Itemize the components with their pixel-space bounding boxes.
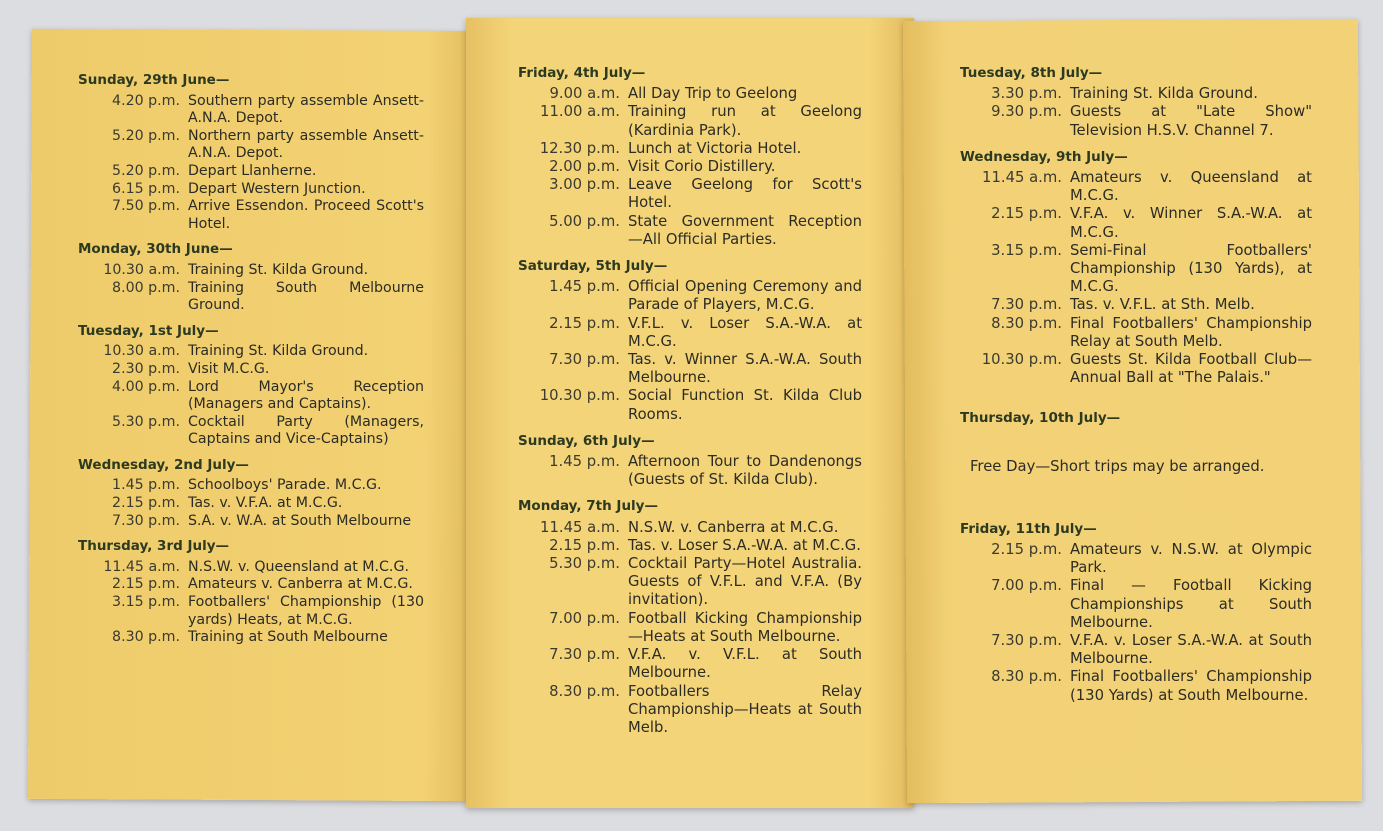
event-time: 12.30 p.m. bbox=[539, 139, 620, 157]
event-time: 9.30 p.m. bbox=[991, 103, 1062, 121]
event-description: Semi-Final Footballers' Championship (130 Yards), at M.C.G. bbox=[1070, 241, 1312, 296]
event-description: Tas. v. Loser S.A.-W.A. at M.C.G. bbox=[628, 536, 861, 554]
event-time: 1.45 p.m. bbox=[549, 453, 620, 471]
day-heading: Wednesday, 9th July— bbox=[960, 148, 1128, 165]
event-description: Training run at Geelong (Kardinia Park). bbox=[628, 103, 862, 139]
event-time: 2.15 p.m. bbox=[549, 536, 620, 554]
event-time: 3.00 p.m. bbox=[549, 176, 620, 194]
event-time: 11.45 a.m. bbox=[982, 169, 1062, 187]
day-heading: Tuesday, 1st July— bbox=[78, 322, 219, 339]
day-heading: Tuesday, 8th July— bbox=[960, 65, 1103, 81]
schedule-column-middle bbox=[518, 64, 862, 737]
event-time: 5.00 p.m. bbox=[549, 212, 620, 230]
event-description: Final — Football Kicking Championships at South Melbourne. bbox=[1070, 577, 1312, 631]
schedule-event bbox=[960, 668, 1312, 704]
schedule-event bbox=[960, 315, 1312, 351]
event-description: Guests St. Kilda Football Club—Annual Ball at "The Palais." bbox=[1070, 351, 1312, 387]
event-description: Footballers' Championship (130 yards) Heats, at M.C.G. bbox=[188, 594, 424, 628]
event-time: 6.15 p.m. bbox=[112, 180, 180, 197]
event-time: 7.30 p.m. bbox=[112, 512, 180, 529]
schedule-event bbox=[78, 181, 424, 199]
event-description: Guests at "Late Show" Television H.S.V. Channel 7. bbox=[1070, 103, 1312, 139]
event-description: V.F.A. v. Loser S.A.-W.A. at South Melbourne. bbox=[1070, 632, 1312, 668]
event-time: 7.30 p.m. bbox=[991, 632, 1062, 650]
event-time: 4.00 p.m. bbox=[112, 378, 180, 395]
day-heading: Wednesday, 2nd July— bbox=[78, 456, 249, 473]
schedule-event bbox=[78, 594, 424, 629]
event-time: 2.15 p.m. bbox=[112, 495, 180, 512]
schedule-event bbox=[960, 85, 1312, 103]
event-time: 5.20 p.m. bbox=[112, 127, 180, 144]
schedule-event bbox=[78, 280, 424, 315]
schedule-column-right bbox=[960, 64, 1312, 705]
event-time: 7.30 p.m. bbox=[991, 296, 1062, 314]
event-description: Depart Llanherne. bbox=[188, 162, 317, 179]
event-description: Tas. v. V.F.A. at M.C.G. bbox=[188, 495, 343, 512]
schedule-event bbox=[518, 85, 862, 103]
schedule-event bbox=[78, 477, 424, 495]
day-heading: Saturday, 5th July— bbox=[518, 258, 668, 275]
day-heading: Sunday, 29th June— bbox=[78, 72, 230, 88]
event-description: Training St. Kilda Ground. bbox=[188, 261, 369, 278]
event-time: 10.30 a.m. bbox=[103, 343, 180, 360]
event-description: Training St. Kilda Ground. bbox=[1070, 85, 1258, 103]
event-time: 2.30 p.m. bbox=[112, 360, 180, 377]
event-description: Amateurs v. Canberra at M.C.G. bbox=[188, 576, 413, 593]
event-time: 11.45 a.m. bbox=[540, 518, 620, 536]
event-description: Final Footballers' Championship Relay at South Melb. bbox=[1070, 314, 1312, 350]
schedule-event bbox=[960, 351, 1312, 387]
event-time: 8.30 p.m. bbox=[549, 682, 620, 700]
day-heading: Friday, 4th July— bbox=[518, 65, 646, 81]
schedule-event bbox=[78, 559, 424, 577]
event-time: 3.15 p.m. bbox=[112, 594, 180, 611]
event-time: 5.30 p.m. bbox=[112, 413, 180, 430]
schedule-event bbox=[960, 205, 1312, 241]
event-description: All Day Trip to Geelong bbox=[628, 85, 798, 103]
event-time: 7.00 p.m. bbox=[549, 609, 620, 627]
schedule-event bbox=[78, 379, 424, 414]
schedule-event bbox=[518, 519, 862, 537]
day-heading: Sunday, 6th July— bbox=[518, 432, 655, 449]
schedule-event bbox=[78, 198, 424, 233]
event-time: 3.30 p.m. bbox=[991, 85, 1062, 103]
day-heading: Monday, 7th July— bbox=[518, 498, 658, 515]
event-description: Southern party assemble Ansett-A.N.A. Depot. bbox=[188, 92, 424, 127]
event-time: 1.45 p.m. bbox=[549, 278, 620, 296]
schedule-event bbox=[960, 577, 1312, 632]
event-description: Tas. v. Winner S.A.-W.A. South Melbourne. bbox=[628, 351, 862, 387]
event-description: State Government Reception —All Official Parties. bbox=[628, 212, 862, 248]
schedule-event bbox=[518, 103, 862, 139]
event-time: 11.00 a.m. bbox=[540, 103, 620, 121]
event-time: 1.45 p.m. bbox=[112, 477, 180, 494]
event-description: Lunch at Victoria Hotel. bbox=[628, 139, 802, 157]
event-description: Official Opening Ceremony and Parade of Players, M.C.G. bbox=[628, 278, 862, 314]
schedule-event bbox=[960, 242, 1312, 297]
event-time: 5.30 p.m. bbox=[549, 555, 620, 573]
event-description: V.F.A. v. V.F.L. at South Melbourne. bbox=[628, 646, 862, 682]
event-time: 2.15 p.m. bbox=[991, 205, 1062, 223]
event-description: Arrive Essendon. Proceed Scott's Hotel. bbox=[188, 198, 424, 232]
event-description: N.S.W. v. Canberra at M.C.G. bbox=[628, 518, 839, 536]
schedule-event bbox=[518, 213, 862, 249]
day-heading: Thursday, 3rd July— bbox=[78, 538, 230, 555]
event-description: N.S.W. v. Queensland at M.C.G. bbox=[188, 558, 409, 575]
event-time: 10.30 a.m. bbox=[103, 261, 180, 278]
schedule-event bbox=[78, 262, 424, 280]
free-day-note: Free Day—Short trips may be arranged. bbox=[970, 457, 1265, 475]
event-description: Training South Melbourne Ground. bbox=[188, 279, 424, 314]
schedule-event bbox=[518, 555, 862, 610]
event-description: Depart Western Junction. bbox=[188, 180, 366, 197]
event-time: 3.15 p.m. bbox=[991, 241, 1062, 259]
schedule-event bbox=[518, 176, 862, 212]
schedule-event bbox=[78, 495, 424, 513]
schedule-event bbox=[518, 351, 862, 387]
event-time: 7.00 p.m. bbox=[991, 577, 1062, 595]
event-description: Social Function St. Kilda Club Rooms. bbox=[628, 387, 862, 423]
day-heading: Monday, 30th June— bbox=[78, 241, 233, 258]
event-description: Visit M.C.G. bbox=[188, 360, 270, 377]
schedule-event bbox=[78, 361, 424, 379]
event-time: 5.20 p.m. bbox=[112, 162, 180, 179]
event-description: Football Kicking Championship—Heats at South Melbourne. bbox=[628, 609, 862, 645]
event-description: Training at South Melbourne bbox=[188, 629, 388, 646]
event-time: 10.30 p.m. bbox=[981, 351, 1062, 369]
schedule-event bbox=[518, 537, 862, 555]
event-description: Footballers Relay Championship—Heats at South Melb. bbox=[628, 682, 862, 736]
event-description: Afternoon Tour to Dandenongs (Guests of St. Kilda Club). bbox=[628, 453, 862, 489]
schedule-event bbox=[78, 576, 424, 594]
event-time: 8.30 p.m. bbox=[991, 668, 1062, 686]
event-description: Training St. Kilda Ground. bbox=[188, 343, 369, 360]
event-time: 2.00 p.m. bbox=[549, 158, 620, 176]
schedule-event bbox=[78, 93, 424, 128]
event-description: Schoolboys' Parade. M.C.G. bbox=[188, 477, 382, 494]
event-time: 8.30 p.m. bbox=[991, 314, 1062, 332]
schedule-event bbox=[960, 541, 1312, 577]
day-heading: Thursday, 10th July— bbox=[960, 410, 1121, 427]
event-time: 2.15 p.m. bbox=[549, 314, 620, 332]
event-description: Amateurs v. Queensland at M.C.G. bbox=[1070, 169, 1312, 205]
schedule-event bbox=[960, 632, 1312, 668]
schedule-event bbox=[518, 140, 862, 158]
event-time: 8.00 p.m. bbox=[112, 279, 180, 296]
schedule-event bbox=[78, 629, 424, 647]
event-time: 4.20 p.m. bbox=[112, 92, 180, 109]
schedule-event bbox=[518, 315, 862, 351]
event-description: Lord Mayor's Reception (Managers and Captains). bbox=[188, 378, 424, 413]
event-time: 2.15 p.m. bbox=[991, 541, 1062, 559]
event-time: 9.00 a.m. bbox=[549, 85, 620, 103]
schedule-event bbox=[78, 414, 424, 449]
schedule-event bbox=[518, 646, 862, 682]
event-description: S.A. v. W.A. at South Melbourne bbox=[188, 512, 412, 529]
schedule-event bbox=[78, 513, 424, 531]
event-time: 7.30 p.m. bbox=[549, 351, 620, 369]
event-description: Northern party assemble Ansett-A.N.A. Depot. bbox=[188, 127, 424, 162]
event-description: Cocktail Party—Hotel Australia. Guests of V.F.L. and V.F.A. (By invitation). bbox=[628, 555, 862, 609]
event-description: Visit Corio Distillery. bbox=[628, 158, 776, 176]
event-description: Final Footballers' Championship (130 Yards) at South Melbourne. bbox=[1070, 668, 1312, 704]
event-description: Cocktail Party (Managers, Captains and Vice-Captains) bbox=[188, 413, 424, 448]
schedule-event bbox=[960, 296, 1312, 314]
schedule-event bbox=[518, 610, 862, 646]
event-time: 10.30 p.m. bbox=[539, 387, 620, 405]
schedule-event bbox=[78, 128, 424, 163]
event-description: V.F.L. v. Loser S.A.-W.A. at M.C.G. bbox=[628, 314, 862, 350]
event-time: 2.15 p.m. bbox=[112, 576, 180, 593]
day-heading: Friday, 11th July— bbox=[960, 520, 1097, 537]
event-time: 7.30 p.m. bbox=[549, 646, 620, 664]
event-description: Leave Geelong for Scott's Hotel. bbox=[628, 176, 862, 212]
schedule-event bbox=[960, 169, 1312, 205]
schedule-event bbox=[518, 683, 862, 738]
schedule-event bbox=[78, 343, 424, 361]
schedule-event bbox=[518, 278, 862, 314]
schedule-event bbox=[78, 163, 424, 181]
event-time: 8.30 p.m. bbox=[112, 629, 180, 646]
schedule-event bbox=[518, 453, 862, 489]
event-description: Amateurs v. N.S.W. at Olympic Park. bbox=[1070, 541, 1312, 577]
schedule-event bbox=[960, 103, 1312, 139]
schedule-event bbox=[518, 387, 862, 423]
schedule-event bbox=[518, 158, 862, 176]
event-description: V.F.A. v. Winner S.A.-W.A. at M.C.G. bbox=[1070, 205, 1312, 241]
schedule-column-left bbox=[78, 72, 424, 647]
event-time: 11.45 a.m. bbox=[103, 558, 180, 575]
event-description: Tas. v. V.F.L. at Sth. Melb. bbox=[1070, 296, 1255, 314]
event-time: 7.50 p.m. bbox=[112, 198, 180, 215]
